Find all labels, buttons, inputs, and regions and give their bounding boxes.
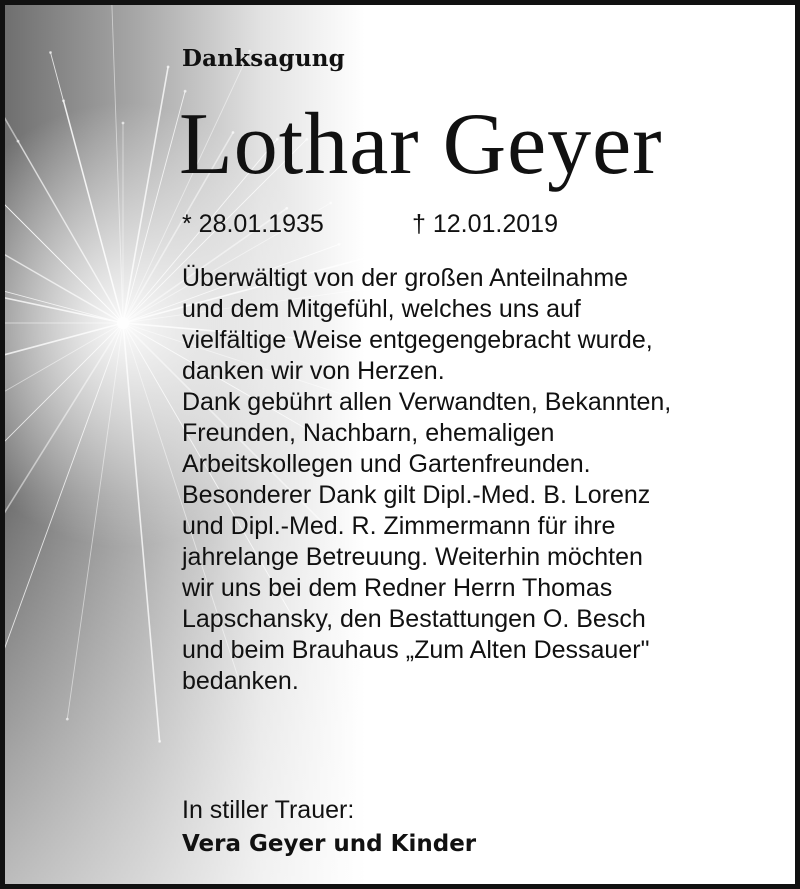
message-line: vielfältige Weise entgegengebracht wurde, xyxy=(182,326,653,354)
message-line: und beim Brauhaus „Zum Alten Dessauer" xyxy=(182,636,650,664)
closing-intro: In stiller Trauer: xyxy=(182,796,355,824)
life-dates xyxy=(182,210,558,239)
message-line: jahrelange Betreuung. Weiterhin möchten xyxy=(182,543,643,571)
deceased-name: Lothar Geyer xyxy=(179,96,663,193)
message-line: Freunden, Nachbarn, ehemaligen xyxy=(182,419,555,447)
message-line: und dem Mitgefühl, welches uns auf xyxy=(182,295,581,323)
closing-block xyxy=(182,793,476,861)
message-line: Überwältigt von der großen Anteilnahme xyxy=(182,264,629,292)
message-line: wir uns bei dem Redner Herrn Thomas xyxy=(182,574,613,602)
family-signature: Vera Geyer und Kinder xyxy=(182,831,477,857)
message-line: Dank gebührt allen Verwandten, Bekannten, xyxy=(182,388,672,416)
message-line: Arbeitskollegen und Gartenfreunden. xyxy=(182,450,591,478)
message-line: bedanken. xyxy=(182,667,299,695)
message-line: und Dipl.-Med. R. Zimmermann für ihre xyxy=(182,512,616,540)
birth-date: * 28.01.1935 xyxy=(182,210,324,238)
notice-heading-danksagung: Danksagung xyxy=(182,45,345,72)
thank-you-message xyxy=(182,263,782,697)
message-line: Besonderer Dank gilt Dipl.-Med. B. Lorenz xyxy=(182,481,651,509)
message-line: Lapschansky, den Bestattungen O. Besch xyxy=(182,605,646,633)
message-line: danken wir von Herzen. xyxy=(182,357,445,385)
death-date: † 12.01.2019 xyxy=(412,210,558,238)
